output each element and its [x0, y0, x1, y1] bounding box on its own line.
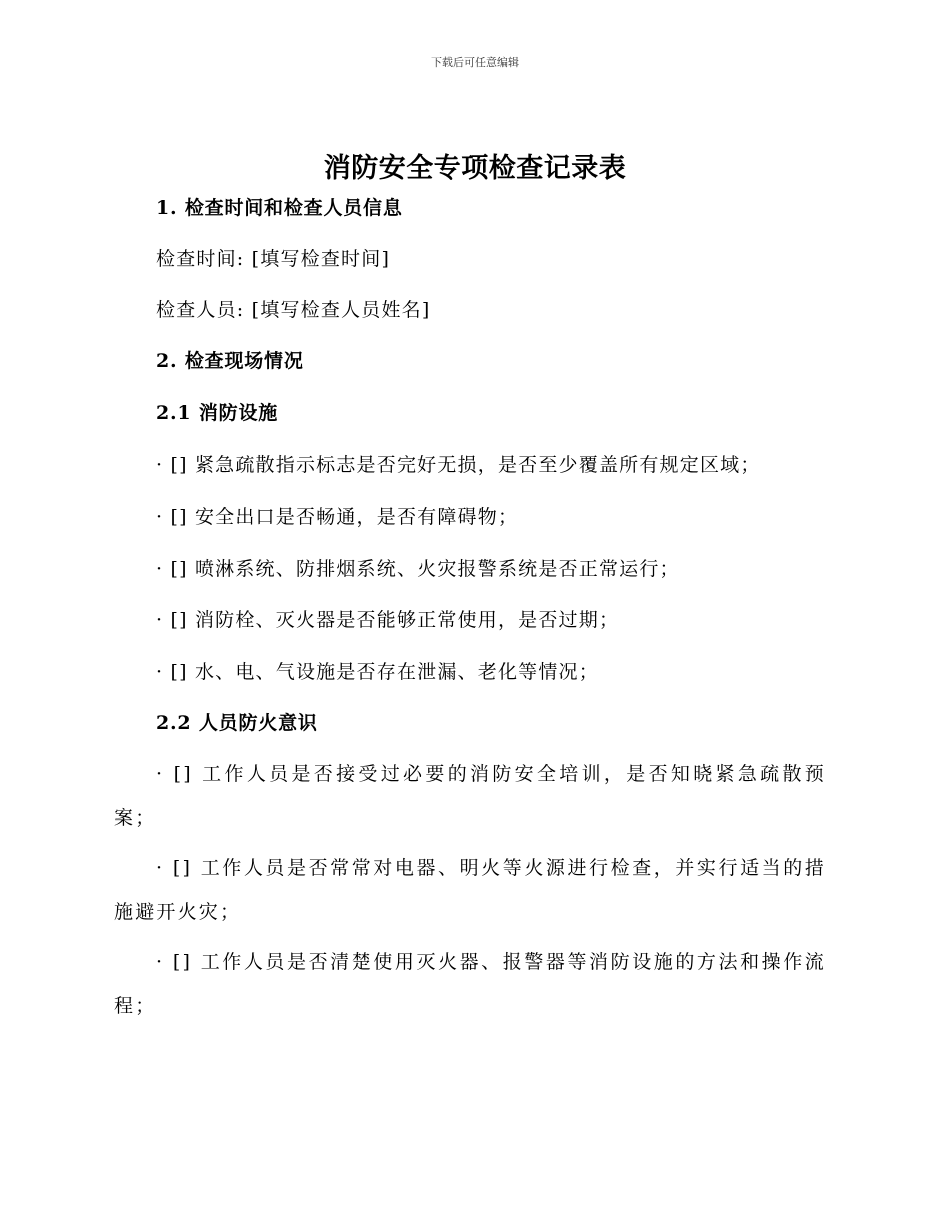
section-2-1-heading: 2.1 消防设施	[156, 402, 279, 424]
inspection-time-line: 检查时间: [填写检查时间]	[156, 248, 391, 270]
section-2-heading: 2. 检查现场情况	[156, 350, 304, 372]
checklist-item: · [] 紧急疏散指示标志是否完好无损，是否至少覆盖所有规定区域；	[156, 454, 761, 476]
document-title: 消防安全专项检查记录表	[323, 153, 627, 184]
checklist-item: · [] 水、电、气设施是否存在泄漏、老化等情况；	[156, 661, 599, 683]
checklist-item: · [] 工作人员是否清楚使用灭火器、报警器等消防设施的方法和操作流程；	[114, 951, 826, 1017]
checklist-item: · [] 安全出口是否畅通，是否有障碍物；	[156, 506, 519, 528]
inspection-staff-line: 检查人员: [填写检查人员姓名]	[156, 299, 431, 321]
section-2-2-heading: 2.2 人员防火意识	[156, 712, 318, 734]
checklist-item: · [] 喷淋系统、防排烟系统、火灾报警系统是否正常运行；	[156, 558, 680, 580]
checklist-item: · [] 工作人员是否常常对电器、明火等火源进行检查，并实行适当的措施避开火灾；	[114, 857, 826, 923]
checklist-item: · [] 消防栓、灭火器是否能够正常使用，是否过期；	[156, 609, 620, 631]
checklist-item: · [] 工作人员是否接受过必要的消防安全培训，是否知晓紧急疏散预案；	[114, 763, 826, 829]
header-note: 下载后可任意编辑	[431, 56, 519, 69]
section-1-heading: 1. 检查时间和检查人员信息	[156, 197, 403, 219]
